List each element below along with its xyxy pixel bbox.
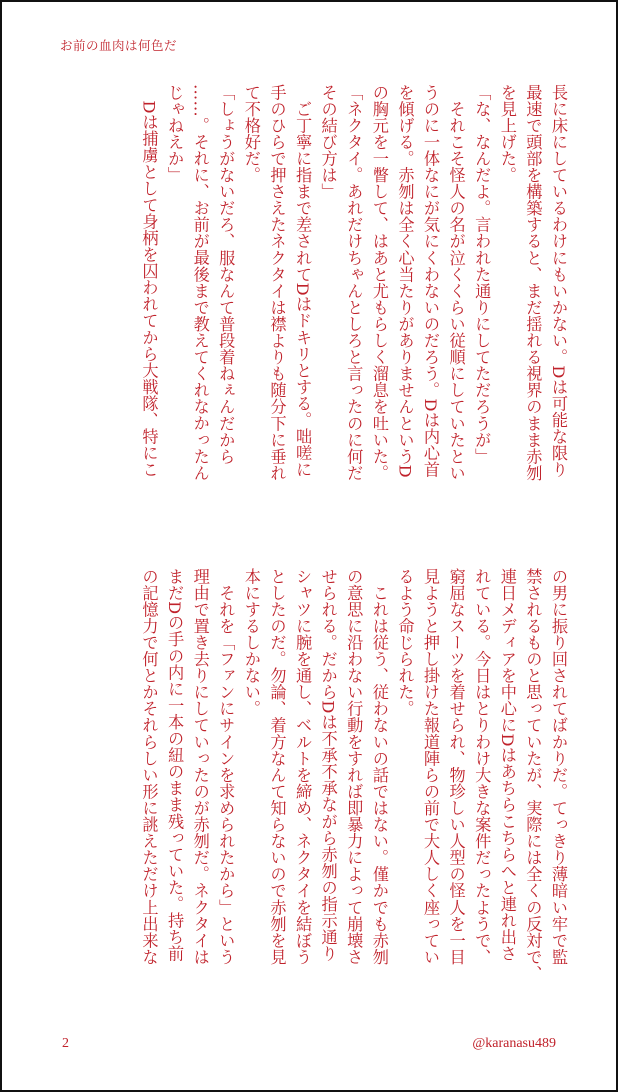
text-column: るよう命じられた。 [395,568,415,717]
text-column: それを「ファンにサインを求められたから」という [216,568,236,966]
text-column: れている。今日はとりわけ大きな案件だったようで、 [472,568,492,966]
text-column: じゃねえか」 [165,84,185,184]
text-column: を傾げる。赤刎は全く心当たりがありませんというD [395,84,415,478]
text-column: これは従う、従わないの話ではない。僅かでも赤刎 [369,568,389,966]
text-column: 本にするしかない。 [241,568,261,717]
text-column: 手のひらで押さえたネクタイは襟よりも随分下に垂れ [267,84,287,482]
text-column: 長に床にしているわけにもいかない。Dは可能な限り [549,84,568,478]
text-column: せられる。だからDは不承不承ながら赤刎の指示通り [318,568,338,962]
text-column: ご丁寧に指まで差されてDはドキリとする。咄嗟に [293,84,313,478]
text-column: まだDの手の内に一本の紐のまま残っていた。持ち前 [165,568,185,962]
text-column: て不格好だ。 [241,84,261,184]
text-block-bottom [48,568,570,1022]
text-column: 見ようと押し掛けた報道陣らの前で大人しく座ってい [421,568,441,966]
text-column: Dは捕虜として身柄を囚われてから大戦隊、特にこ [139,84,159,478]
text-column: 「しょうがないだろ、服なんて普段着ねぇんだから [216,84,236,465]
text-column: の意思に沿わない行動をすれば即暴力によって崩壊さ [344,568,364,966]
text-column: としたのだ。勿論、着方なんて知らないので赤刎を見 [267,568,287,966]
running-header: お前の血肉は何色だ [60,38,178,53]
text-column: の記憶力で何とかそれらしい形に誂えただけ上出来な [139,568,159,966]
text-column: ……。それに、お前が最後まで教えてくれなかったん [190,84,210,482]
text-column: 理由で置き去りにしていったのが赤刎だ。ネクタイは [190,568,210,966]
text-column: 連日メディアを中心にDはあちらこちらへと連れ出さ [497,568,517,962]
author-handle: @karanasu489 [472,1036,556,1051]
text-column: 窮屈なスーツを着せられ、物珍しい人型の怪人を一目 [446,568,466,966]
text-column: 最速で頭部を構築すると、まだ揺れる視界のまま赤刎 [523,84,543,482]
text-column: の男に振り回されてばかりだ。てっきり薄暗い牢で監 [549,568,568,966]
text-column: その結び方は」 [318,84,338,200]
text-column: 「ネクタイ。あれだけちゃんとしろと言ったのに何だ [344,84,364,482]
text-column: うのに一体なにが気にくわないのだろう。Dは内心首 [421,84,441,478]
text-column: の胸元を一瞥して、はあと尤もらしく溜息を吐いた。 [369,84,389,482]
text-column: 「な、なんだよ。言われた通りにしてただろうが」 [472,84,492,465]
text-column: シャツに腕を通し、ベルトを締め、ネクタイを結ぼう [293,568,313,966]
text-column: 禁されるものと思っていたが、実際には全くの反対で、 [523,568,543,982]
text-column: それこそ怪人の名が泣くくらい従順にしていたとい [446,84,466,482]
page-number: 2 [62,1036,69,1051]
text-block-top [48,84,570,544]
text-column: を見上げた。 [497,84,517,184]
